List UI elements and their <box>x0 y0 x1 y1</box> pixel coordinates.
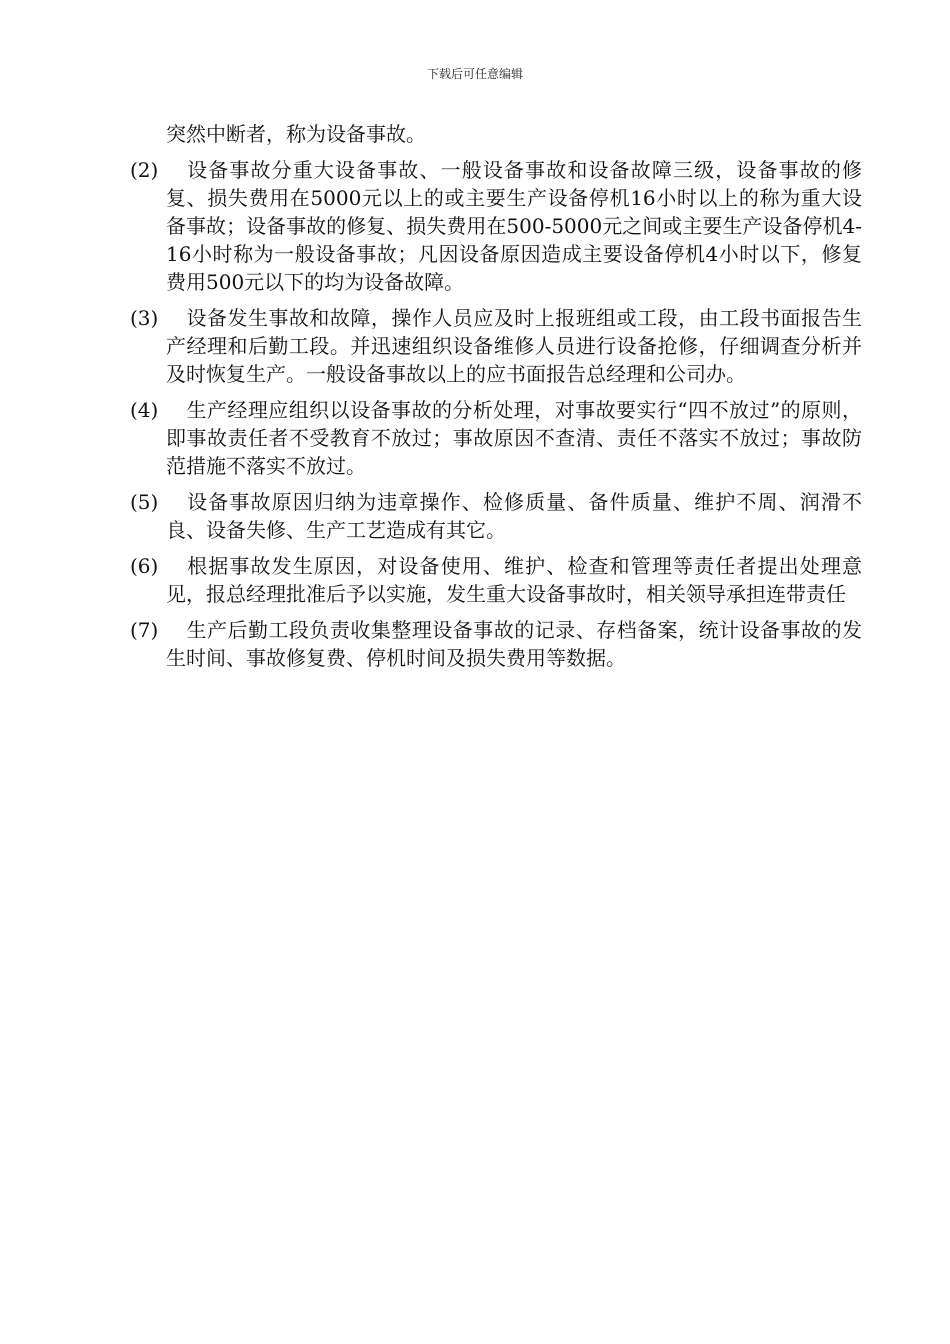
item-number: (5) <box>130 490 159 514</box>
page-header: 下载后可任意编辑 <box>426 67 523 81</box>
list-item <box>130 304 862 388</box>
item-text: 生产后勤工段负责收集整理设备事故的记录、存档备案，统计设备事故的发生时间、事故修复费、停机时间及损失费用等数据。 <box>166 618 862 670</box>
document-body <box>130 120 862 680</box>
item-text: 根据事故发生原因，对设备使用、维护、检查和管理等责任者提出处理意见，报总经理批准后予以实施，发生重大设备事故时，相关领导承担连带责任 <box>166 554 862 606</box>
item-text: 设备发生事故和故障，操作人员应及时上报班组或工段，由工段书面报告生产经理和后勤工段。并迅速组织设备维修人员进行设备抢修，仔细调查分析并及时恢复生产。一般设备事故以上的应书面报告总经理和公司办。 <box>166 306 862 386</box>
item-text: 设备事故分重大设备事故、一般设备事故和设备故障三级，设备事故的修复、损失费用在5000元以上的或主要生产设备停机16小时以上的称为重大设备事故；设备事故的修复、损失费用在500-5000元之间或主要生产设备停机4-16小时称为一般设备事故；凡因设备原因造成主要设备停机4小时以下，修复费用500元以下的均为设备故障。 <box>166 158 862 294</box>
item-text: 设备事故原因归纳为违章操作、检修质量、备件质量、维护不周、润滑不良、设备失修、生产工艺造成有其它。 <box>166 490 862 542</box>
list-item <box>130 552 862 608</box>
list-item <box>130 616 862 672</box>
item-number: (3) <box>130 306 159 330</box>
list-item <box>130 156 862 296</box>
item-number: (2) <box>130 158 159 182</box>
item-number: (6) <box>130 554 159 578</box>
item-number: (7) <box>130 618 159 642</box>
list-item <box>130 396 862 480</box>
item-number: (4) <box>130 398 159 422</box>
intro-paragraph: 突然中断者，称为设备事故。 <box>166 122 426 146</box>
item-text: 生产经理应组织以设备事故的分析处理，对事故要实行“四不放过”的原则，即事故责任者不受教育不放过；事故原因不查清、责任不落实不放过；事故防范措施不落实不放过。 <box>166 398 862 478</box>
list-item <box>130 488 862 544</box>
